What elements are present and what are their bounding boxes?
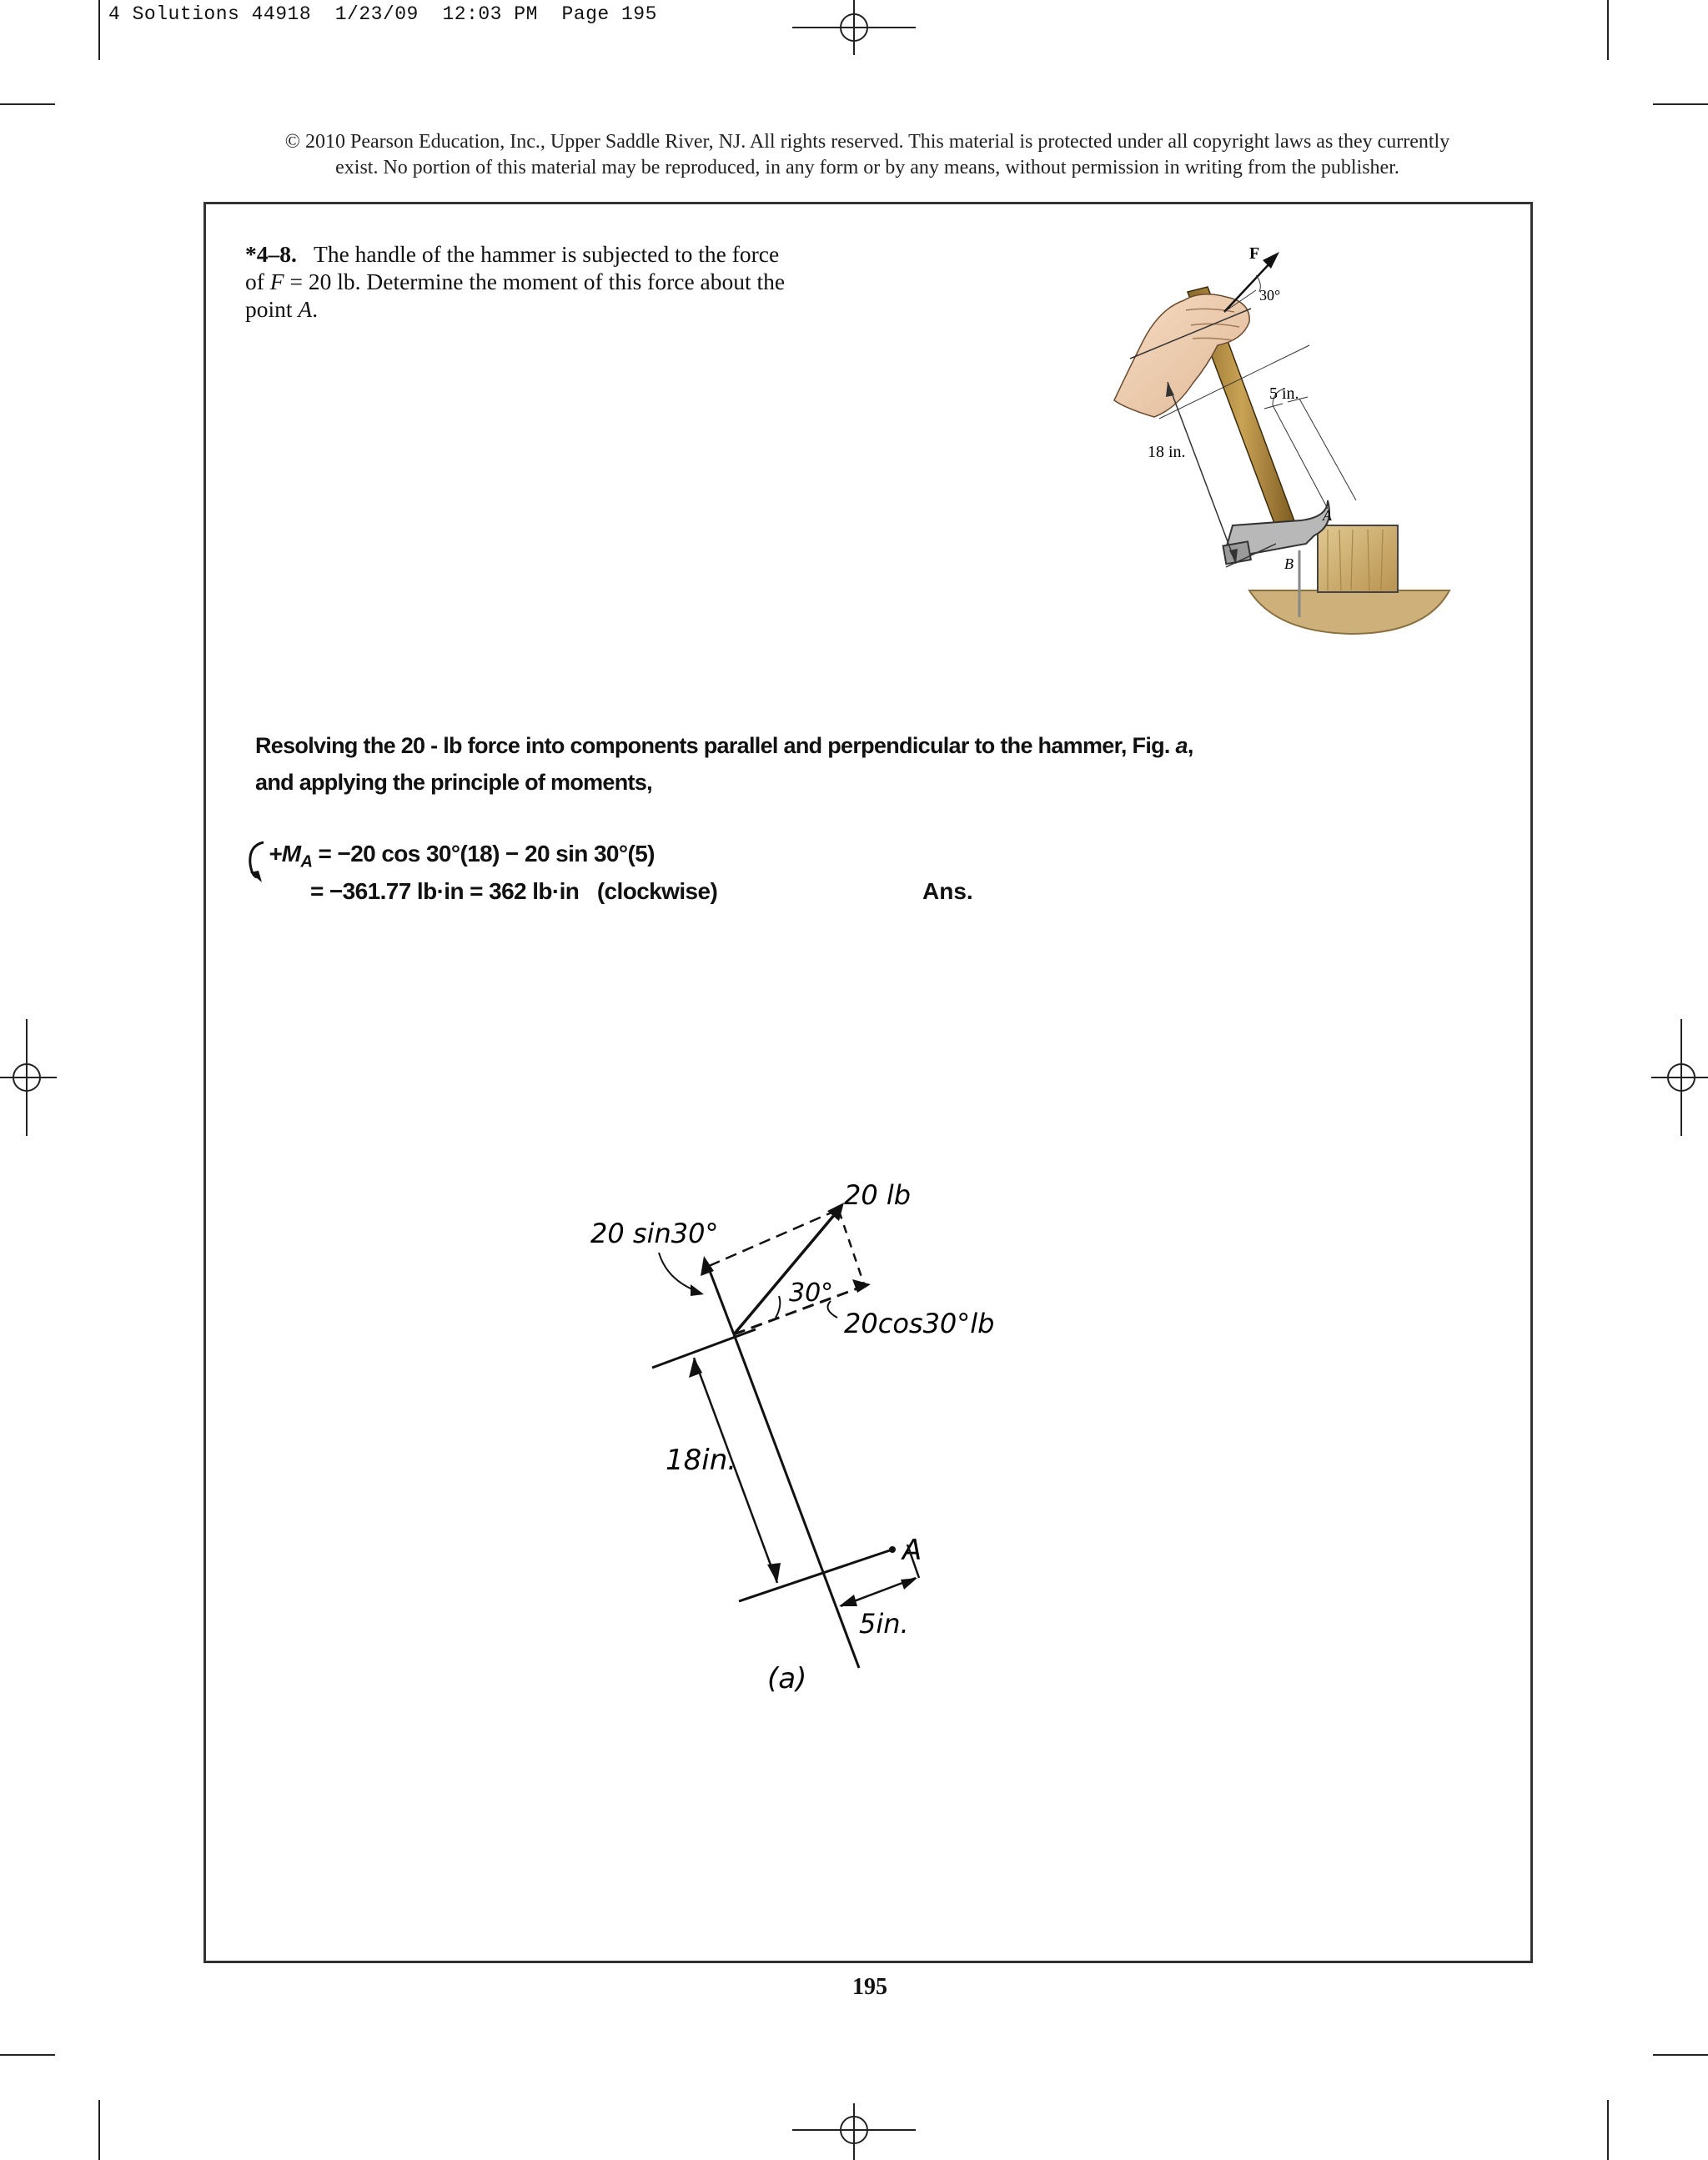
problem-line (245, 295, 846, 323)
sin-component-label: 20 sin30° (590, 1218, 719, 1249)
angle-30-label: 30° (789, 1278, 834, 1308)
registration-mark (792, 0, 916, 58)
problem-number: *4–8. (245, 241, 297, 267)
cos-component-label: 20cos30°lb (844, 1308, 995, 1339)
hammer-figure (1109, 242, 1459, 642)
registration-mark (792, 2102, 916, 2160)
problem-line (245, 240, 846, 268)
figure-a-diagram (575, 1159, 1042, 1710)
crop-mark (1653, 2054, 1708, 2056)
page-number: 195 (852, 1974, 887, 2000)
crop-mark (0, 2054, 55, 2056)
copyright-line: exist. No portion of this material may be reproduced, in any form or by any means, without permission in writing from the publisher. (335, 157, 1399, 178)
dim-18-label: 18 in. (1148, 443, 1186, 461)
problem-text: = 20 lb. Determine the moment of this force about the (284, 269, 786, 294)
problem-statement (245, 240, 846, 323)
problem-text: . (312, 296, 319, 322)
print-slug: 4 Solutions 44918 1/23/09 12:03 PM Page 195 (108, 3, 657, 25)
dim-18-label: 18in. (666, 1444, 737, 1477)
variable-f: F (269, 269, 284, 294)
crop-mark (1607, 2100, 1609, 2160)
force-20lb-label: 20 lb (844, 1179, 912, 1211)
crop-mark (1607, 0, 1609, 60)
equation-line-1 (269, 841, 655, 872)
crop-mark (98, 0, 100, 60)
problem-text: point (245, 296, 299, 322)
answer-label: Ans. (922, 878, 973, 904)
crop-mark (98, 2100, 100, 2160)
dim-5-label: 5 in. (1269, 384, 1299, 403)
point-b-label: B (1284, 555, 1294, 572)
wood-block (1318, 525, 1398, 592)
crop-mark (1653, 103, 1708, 105)
equation-rhs: = −20 cos 30°(18) − 20 sin 30°(5) (312, 841, 655, 867)
solution-text (255, 727, 1206, 801)
equation-lhs-subscript: A (300, 852, 313, 872)
point-a-label: A (902, 1534, 922, 1567)
ground-surface (1249, 590, 1449, 634)
solution-text-part: , (1187, 733, 1193, 758)
problem-text: The handle of the hammer is subjected to the force (314, 241, 780, 267)
moment-sign-arrow-icon (245, 839, 270, 884)
figure-reference: a (1175, 733, 1188, 758)
dim-5-label: 5in. (859, 1608, 909, 1640)
figure-caption: (a) (767, 1662, 807, 1695)
equation-line-2: = −361.77 lb·in = 362 lb·in (clockwise) (310, 878, 718, 904)
registration-mark (1650, 1019, 1708, 1136)
angle-label: 30° (1259, 287, 1281, 304)
solution-text-part: Resolving the 20 - lb force into components parallel and perpendicular to the hammer, Fig. (255, 733, 1176, 758)
variable-a: A (298, 296, 313, 322)
registration-mark (0, 1019, 58, 1136)
hammer-axis-line (734, 1334, 859, 1668)
force-label: F (1249, 244, 1260, 263)
point-a-label: A (1323, 507, 1332, 524)
copyright-notice (167, 129, 1568, 181)
solution-line (255, 727, 1206, 764)
solution-line: and applying the principle of moments, (255, 770, 652, 795)
crop-mark (0, 103, 55, 105)
force-arrow (1224, 260, 1273, 312)
copyright-line: © 2010 Pearson Education, Inc., Upper Saddle River, NJ. All rights reserved. This material is protected under all copyright laws as they currently (284, 131, 1450, 153)
problem-text: of (245, 269, 270, 294)
sin-component-arrow (707, 1264, 734, 1334)
dim-18-line (1168, 382, 1236, 564)
point-a-dot (889, 1546, 896, 1553)
equation-lhs: +M (269, 841, 301, 867)
problem-line (245, 268, 846, 295)
